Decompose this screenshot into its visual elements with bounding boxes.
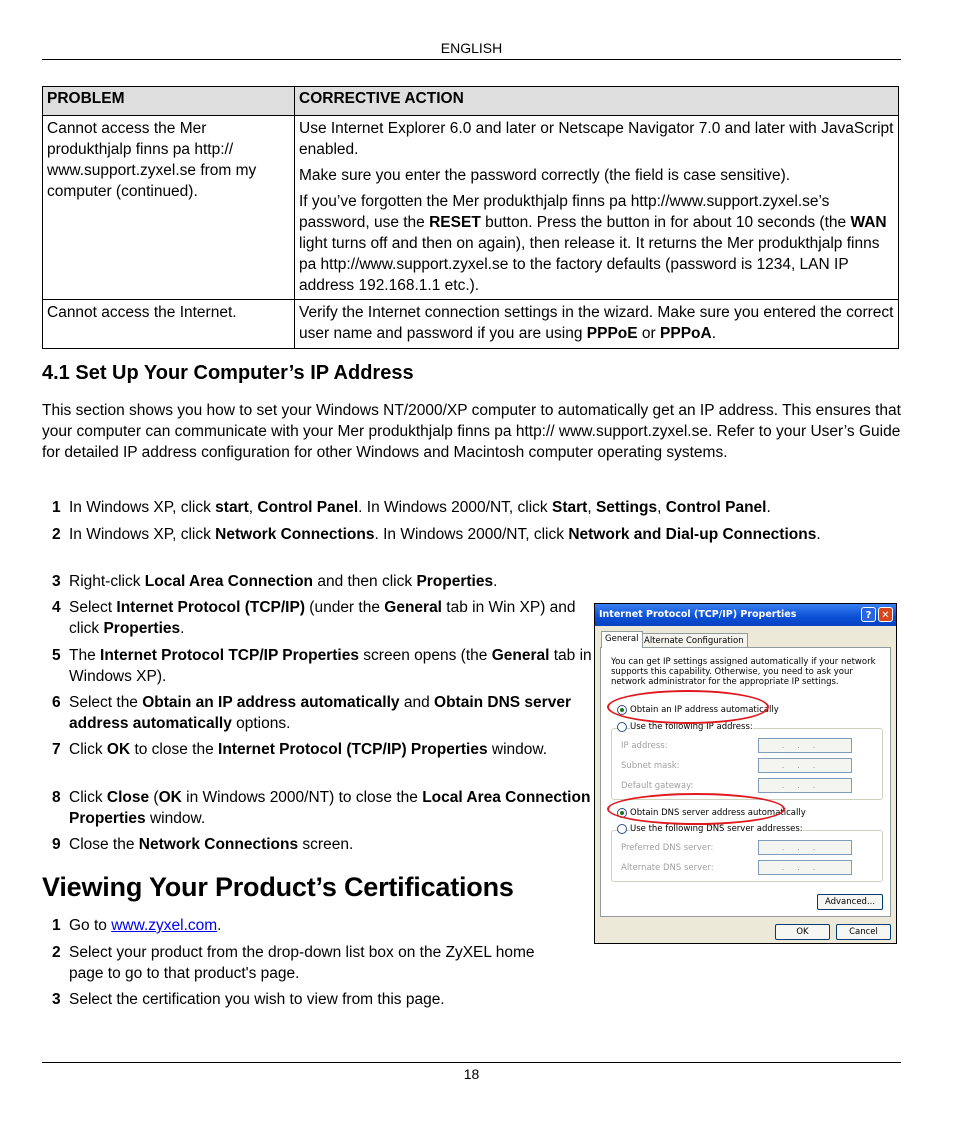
cancel-button[interactable]: Cancel bbox=[836, 924, 891, 940]
problem-cell: Cannot access the Internet. bbox=[43, 300, 295, 349]
action-text: Use Internet Explorer 6.0 and later or Netscape Navigator 7.0 and later with JavaScript enabled. bbox=[299, 120, 894, 158]
close-icon[interactable]: ✕ bbox=[878, 607, 893, 622]
subnet-mask-field[interactable]: ... bbox=[758, 758, 852, 773]
list-item: 2 Select your product from the drop-down list box on the ZyXEL home page to go to that product's page. bbox=[52, 944, 535, 982]
highlight-oval bbox=[607, 690, 769, 724]
list-item: 3 Select the certification you wish to view from this page. bbox=[52, 991, 445, 1008]
alternate-dns-field[interactable]: ... bbox=[758, 860, 852, 875]
action-text: Make sure you enter the password correctly (the field is case sensitive). bbox=[299, 167, 791, 184]
section-heading: 4.1 Set Up Your Computer’s IP Address bbox=[42, 362, 414, 384]
action-cell bbox=[295, 116, 899, 300]
highlight-oval bbox=[607, 793, 785, 825]
use-ip-label: Use the following IP address: bbox=[630, 722, 753, 732]
list-item: 5 The Internet Protocol TCP/IP Properties screen opens (the General tab in Windows XP). bbox=[52, 647, 592, 685]
dialog-title: Internet Protocol (TCP/IP) Properties bbox=[599, 609, 797, 620]
list-item: 8 Click Close (OK in Windows 2000/NT) to close the Local Area Connection Properties window. bbox=[52, 789, 591, 827]
list-item: 1 In Windows XP, click start, Control Panel. In Windows 2000/NT, click Start, Settings, Control Panel. bbox=[52, 499, 771, 516]
ok-button[interactable]: OK bbox=[775, 924, 830, 940]
alternate-dns-label: Alternate DNS server: bbox=[621, 863, 714, 873]
list-item: 6 Select the Obtain an IP address automatically and Obtain DNS server address automatically options. bbox=[52, 694, 571, 732]
help-icon[interactable]: ? bbox=[861, 607, 876, 622]
table-row bbox=[43, 116, 899, 300]
list-item: 1 Go to www.zyxel.com. bbox=[52, 917, 222, 934]
footer-rule bbox=[42, 1062, 901, 1063]
problem-cell: Cannot access the Mer produkthjalp finns pa http:// www.support.zyxel.se from my computer (continued). bbox=[43, 116, 295, 300]
dialog-titlebar bbox=[595, 604, 896, 626]
column-header-action: CORRECTIVE ACTION bbox=[295, 87, 899, 116]
use-ip-radio[interactable] bbox=[617, 722, 627, 732]
ip-address-label: IP address: bbox=[621, 741, 668, 751]
ip-address-field[interactable]: ... bbox=[758, 738, 852, 753]
advanced-button[interactable]: Advanced... bbox=[817, 894, 883, 910]
use-dns-radio[interactable] bbox=[617, 824, 627, 834]
table-header-row bbox=[43, 87, 899, 116]
page-number: 18 bbox=[463, 1066, 480, 1082]
troubleshooting-table bbox=[42, 86, 899, 349]
list-item: 3 Right-click Local Area Connection and then click Properties. bbox=[52, 573, 498, 590]
column-header-problem: PROBLEM bbox=[43, 87, 295, 116]
default-gateway-field[interactable]: ... bbox=[758, 778, 852, 793]
page-header-language: ENGLISH bbox=[440, 40, 503, 56]
preferred-dns-label: Preferred DNS server: bbox=[621, 843, 714, 853]
list-item: 4 Select Internet Protocol (TCP/IP) (under the General tab in Win XP) and click Properties. bbox=[52, 599, 576, 637]
obtain-dns-label: Obtain DNS server address automatically bbox=[630, 808, 806, 818]
default-gateway-label: Default gateway: bbox=[621, 781, 694, 791]
use-dns-label: Use the following DNS server addresses: bbox=[630, 824, 803, 834]
list-item: 7 Click OK to close the Internet Protocol (TCP/IP) Properties window. bbox=[52, 741, 548, 758]
certifications-heading: Viewing Your Product’s Certifications bbox=[42, 872, 514, 902]
subnet-mask-label: Subnet mask: bbox=[621, 761, 680, 771]
table-row bbox=[43, 300, 899, 349]
tab-general[interactable]: General bbox=[601, 631, 643, 648]
list-item: 2 In Windows XP, click Network Connections. In Windows 2000/NT, click Network and Dial-up Connections. bbox=[52, 526, 821, 543]
preferred-dns-field[interactable]: ... bbox=[758, 840, 852, 855]
zyxel-link[interactable]: www.zyxel.com bbox=[111, 917, 218, 934]
tab-alternate-configuration[interactable]: Alternate Configuration bbox=[640, 633, 748, 648]
section-intro: This section shows you how to set your Windows NT/2000/XP computer to automatically get an IP address. This ensures that your computer can communicate with your Mer produkthjalp finns pa http:// www.support.zyxel.se. Refer to your User’s Guide for detailed IP address configuration for other Windows and Macintosh computer operating systems. bbox=[42, 402, 901, 461]
header-rule bbox=[42, 59, 901, 60]
tcpip-properties-dialog bbox=[594, 603, 897, 944]
action-text: If you’ve forgotten the Mer produkthjalp finns pa http://www.support.zyxel.se’s password, use the RESET button. Press the button in for about 10 seconds (the WAN light turns off and then on again), then release it. It returns the Mer produkthjalp finns pa http://www.support.zyxel.se to the factory defaults (password is 1234, LAN IP address 192.168.1.1 etc.). bbox=[299, 193, 887, 294]
action-cell: Verify the Internet connection settings in the wizard. Make sure you entered the correct user name and password if you are using PPPoE or PPPoA. bbox=[295, 300, 899, 349]
obtain-ip-label: Obtain an IP address automatically bbox=[630, 705, 779, 715]
list-item: 9 Close the Network Connections screen. bbox=[52, 836, 354, 853]
general-panel bbox=[600, 647, 891, 917]
dialog-description: You can get IP settings assigned automatically if your network supports this capability. Otherwise, you need to ask your network administrator for the appropriate IP settings. bbox=[611, 657, 876, 687]
